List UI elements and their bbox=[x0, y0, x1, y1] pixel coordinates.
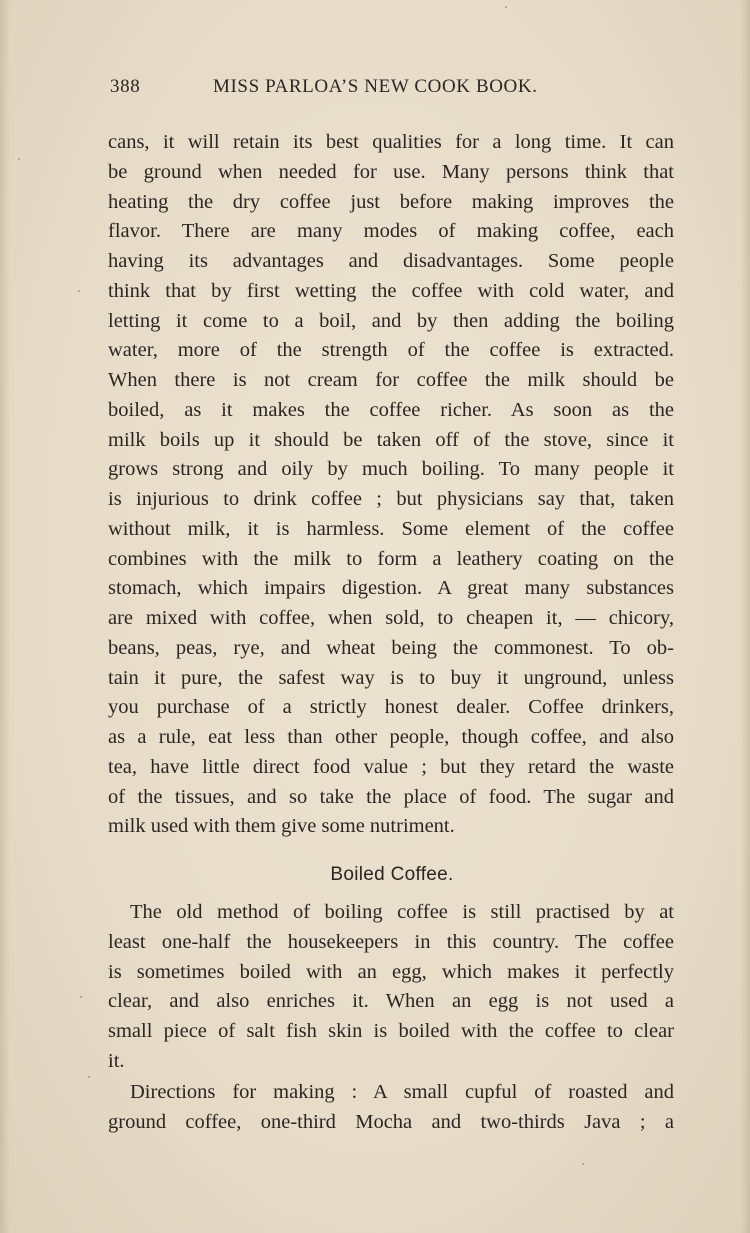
text-line: it. bbox=[108, 1049, 125, 1072]
page-number: 388 bbox=[110, 76, 141, 97]
paper-speck bbox=[18, 158, 20, 160]
text-line: as a rule, eat less than other people, though coffee, and also bbox=[108, 726, 674, 748]
paper-speck bbox=[88, 1076, 90, 1078]
text-line: is sometimes boiled with an egg, which makes it perfectly bbox=[108, 960, 674, 983]
text-line: Directions for making : A small cupful of roasted and bbox=[130, 1081, 674, 1103]
text-line: tea, have little direct food value ; but they retard the waste bbox=[108, 755, 674, 778]
text-line: stomach, which impairs digestion. A great many substances bbox=[108, 577, 674, 600]
page-edge-right bbox=[740, 0, 750, 1233]
paper-speck bbox=[505, 6, 507, 8]
paragraph-coffee-general bbox=[108, 128, 674, 842]
text-line: milk used with them give some nutriment. bbox=[108, 815, 455, 838]
text-line: think that by first wetting the coffee with cold water, and bbox=[108, 279, 674, 302]
text-line: water, more of the strength of the coffee is extracted. bbox=[108, 339, 674, 362]
paper-speck bbox=[582, 1163, 584, 1165]
text-line: milk boils up it should be taken off of the stove, since it bbox=[108, 428, 674, 451]
text-line: of the tissues, and so take the place of food. The sugar and bbox=[108, 785, 674, 808]
text-line: flavor. There are many modes of making coffee, each bbox=[108, 220, 674, 243]
text-line: grows strong and oily by much boiling. To many people it bbox=[108, 458, 674, 481]
text-line: beans, peas, rye, and wheat being the commonest. To ob- bbox=[108, 636, 674, 659]
paragraph-directions bbox=[108, 1078, 674, 1138]
text-line: combines with the milk to form a leathery coating on the bbox=[108, 547, 674, 570]
running-head bbox=[110, 76, 580, 102]
text-line: heating the dry coffee just before making improves the bbox=[108, 190, 674, 213]
text-line: tain it pure, the safest way is to buy it unground, unless bbox=[108, 666, 674, 689]
text-line: clear, and also enriches it. When an egg is not used a bbox=[108, 990, 674, 1013]
book-title: MISS PARLOA’S NEW COOK BOOK. bbox=[213, 76, 538, 97]
text-line: least one-half the housekeepers in this country. The coffee bbox=[108, 930, 674, 953]
text-line: having its advantages and disadvantages. Some people bbox=[108, 250, 674, 272]
paper-speck bbox=[80, 996, 82, 998]
section-heading-boiled-coffee: Boiled Coffee. bbox=[330, 864, 454, 885]
text-line: ground coffee, one-third Mocha and two-thirds Java ; a bbox=[108, 1110, 674, 1133]
page-edge-left bbox=[0, 0, 10, 1233]
text-line: boiled, as it makes the coffee richer. As soon as the bbox=[108, 398, 674, 421]
text-line: When there is not cream for coffee the milk should be bbox=[108, 369, 674, 391]
text-line: cans, it will retain its best qualities for a long time. It can bbox=[108, 131, 674, 153]
text-line: you purchase of a strictly honest dealer. Coffee drinkers, bbox=[108, 696, 674, 719]
text-line: The old method of boiling coffee is still practised by at bbox=[130, 901, 674, 923]
paper-speck bbox=[78, 290, 80, 292]
text-line: be ground when needed for use. Many persons think that bbox=[108, 160, 674, 183]
text-line: small piece of salt fish skin is boiled with the coffee to clear bbox=[108, 1020, 674, 1042]
text-line: is injurious to drink coffee ; but physicians say that, taken bbox=[108, 488, 674, 510]
text-line: are mixed with coffee, when sold, to cheapen it, — chicory, bbox=[108, 607, 674, 629]
text-line: letting it come to a boil, and by then adding the boiling bbox=[108, 309, 674, 332]
paragraph-boiled-coffee bbox=[108, 898, 674, 1077]
text-line: without milk, it is harmless. Some element of the coffee bbox=[108, 517, 674, 540]
